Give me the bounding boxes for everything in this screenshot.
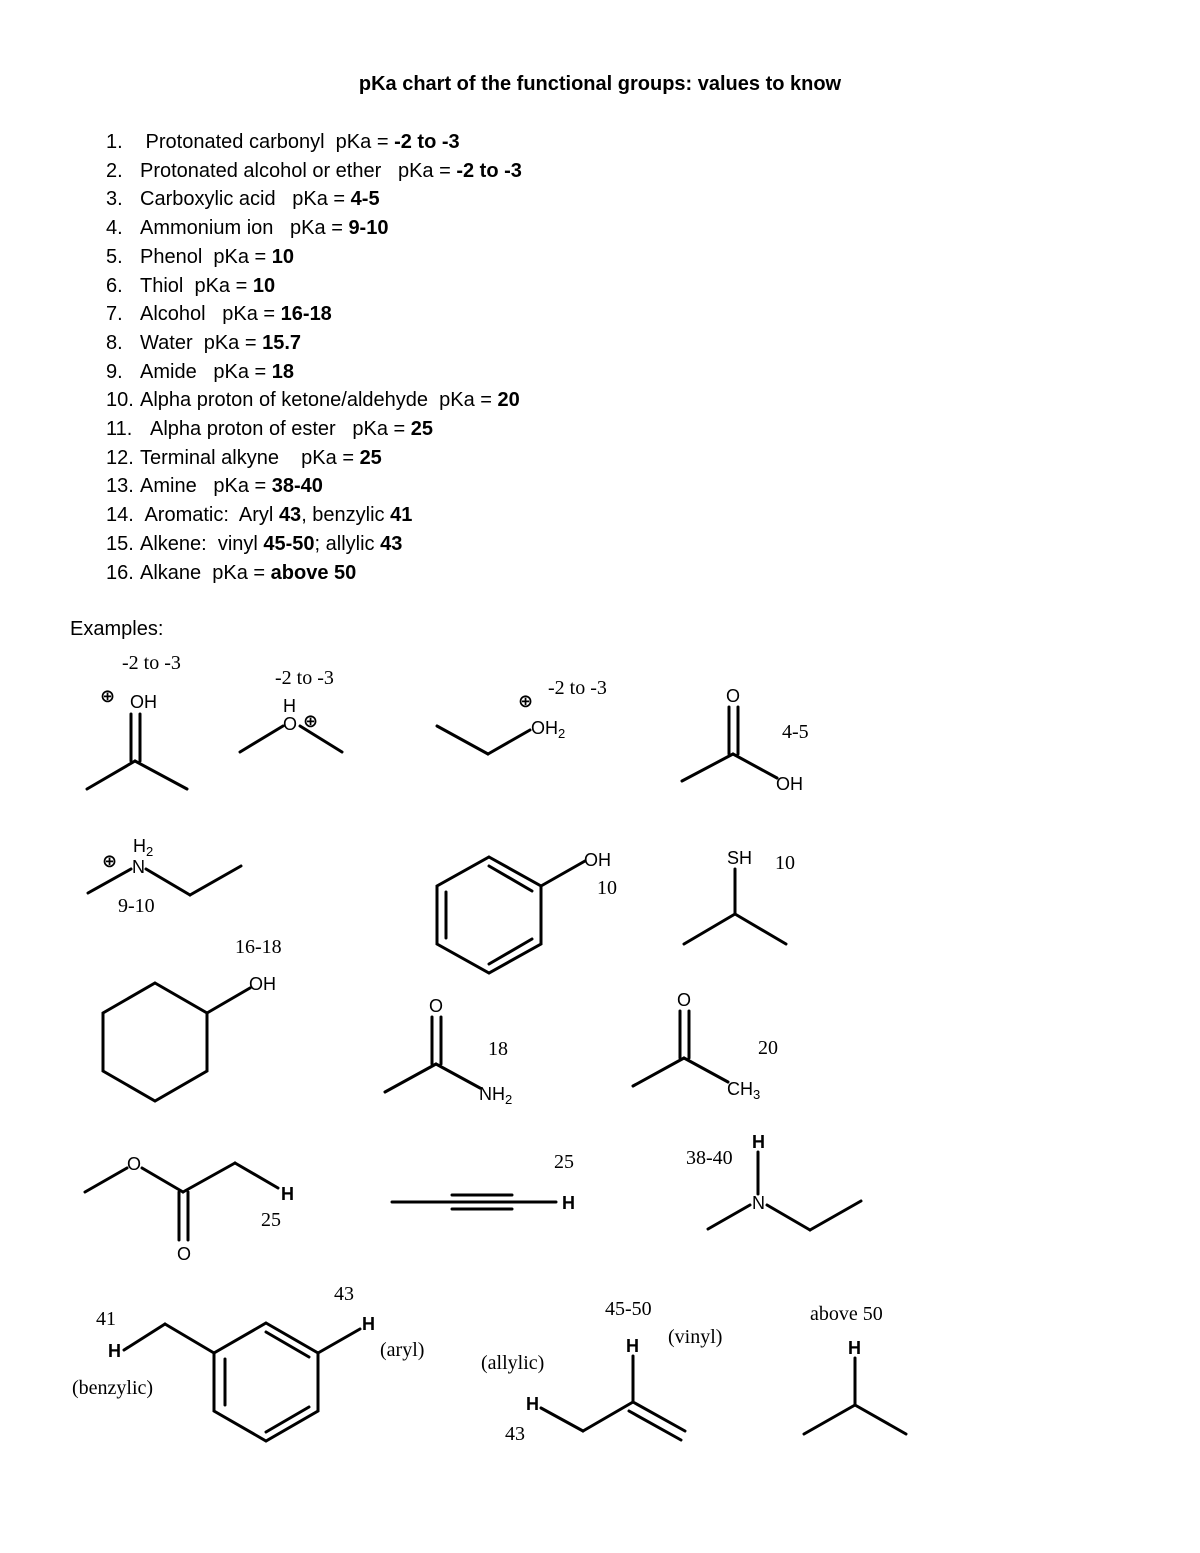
structure-toluene bbox=[72, 1283, 424, 1441]
pka-label: 25 bbox=[554, 1151, 574, 1173]
atom-label: O bbox=[429, 996, 444, 1016]
pka-label: 16-18 bbox=[235, 936, 282, 958]
list-item-value: 4-5 bbox=[350, 188, 380, 211]
list-item-text: Phenol pKa = bbox=[140, 245, 272, 268]
list-item-text: Carboxylic acid pKa = bbox=[140, 188, 351, 211]
list-item-number: 12. bbox=[106, 446, 134, 469]
list-item-value: 38-40 bbox=[271, 475, 323, 498]
list-item-number: 15. bbox=[106, 532, 134, 555]
structure-amine bbox=[686, 1132, 861, 1230]
structure-propane bbox=[804, 1303, 906, 1434]
atom-label: O bbox=[677, 990, 692, 1010]
pka-label: 38-40 bbox=[686, 1147, 733, 1169]
structure-alkyne bbox=[392, 1151, 575, 1213]
pka-label: 43 bbox=[505, 1423, 525, 1445]
structure-thiol bbox=[684, 848, 795, 944]
atom-label: $NH_2$ bbox=[479, 1084, 513, 1107]
atom-label: O bbox=[283, 714, 298, 734]
list-item-value: 16-18 bbox=[280, 303, 332, 326]
structure-protonated-ether bbox=[240, 667, 342, 752]
list-item-number: 10. bbox=[106, 389, 134, 412]
list-item-text: Thiol pKa = bbox=[140, 274, 253, 297]
list-item-text: Alkene: vinyl bbox=[140, 532, 264, 555]
pka-label: 25 bbox=[261, 1209, 281, 1231]
atom-label: SH bbox=[727, 848, 753, 868]
list-item-text: Alpha proton of ester pKa = bbox=[140, 418, 411, 440]
list-item-number: 2. bbox=[106, 159, 123, 182]
structure-alcohol bbox=[103, 936, 282, 1101]
tag-label: (aryl) bbox=[380, 1339, 425, 1361]
list-item-number: 11. bbox=[106, 418, 133, 440]
atom-label: OH bbox=[130, 692, 157, 712]
atom-label: H bbox=[626, 1336, 639, 1356]
list-item-text: , benzylic bbox=[301, 504, 391, 527]
list-item-text: Protonated alcohol or ether pKa = bbox=[140, 159, 457, 182]
structure-ketone bbox=[633, 990, 778, 1102]
list-item-value: 10 bbox=[252, 274, 276, 297]
pka-label: -2 to -3 bbox=[548, 677, 607, 699]
pka-label: 10 bbox=[775, 852, 795, 874]
positive-charge-icon: ⊕ bbox=[518, 691, 534, 712]
list-item-number: 1. bbox=[106, 131, 123, 153]
list-item-text: Alcohol pKa = bbox=[140, 303, 281, 326]
atom-label: O bbox=[127, 1154, 142, 1174]
atom-label: H bbox=[108, 1341, 121, 1361]
page-title: pKa chart of the functional groups: values to know bbox=[358, 73, 842, 95]
atom-label: H bbox=[526, 1394, 539, 1414]
list-item-number: 13. bbox=[106, 475, 134, 498]
list-item-number: 7. bbox=[106, 303, 123, 326]
list-item-value: 15.7 bbox=[262, 331, 302, 354]
list-item-text: Protonated carbonyl pKa = bbox=[140, 131, 395, 153]
positive-charge-icon: ⊕ bbox=[100, 686, 116, 707]
tag-label: (allylic) bbox=[481, 1352, 545, 1374]
list-item-value: -2 to -3 bbox=[456, 159, 522, 182]
pka-label: above 50 bbox=[810, 1303, 883, 1325]
structure-amide bbox=[385, 996, 512, 1107]
atom-label: N bbox=[752, 1193, 765, 1213]
pka-label: 43 bbox=[334, 1283, 354, 1305]
atom-label: H bbox=[562, 1193, 575, 1213]
examples-heading: Examples: bbox=[70, 618, 164, 640]
structure-protonated-carbonyl bbox=[87, 652, 187, 789]
list-item-number: 4. bbox=[106, 217, 123, 240]
list-item-text: Terminal alkyne pKa = bbox=[140, 446, 360, 469]
list-item-value: 10 bbox=[271, 245, 295, 268]
list-item-text: Alkane pKa = bbox=[140, 561, 271, 584]
structure-protonated-alcohol bbox=[437, 677, 607, 754]
structure-carboxylic-acid bbox=[682, 686, 809, 794]
pka-label: 4-5 bbox=[782, 721, 809, 743]
pka-label: -2 to -3 bbox=[275, 667, 334, 689]
list-item-value: 25 bbox=[359, 446, 382, 469]
list-item-value: 25 bbox=[410, 418, 433, 440]
positive-charge-icon: ⊕ bbox=[303, 711, 319, 732]
atom-label: O bbox=[177, 1244, 192, 1264]
pka-label: -2 to -3 bbox=[122, 652, 181, 674]
atom-label: $OH_2$ bbox=[531, 718, 566, 741]
tag-label: (vinyl) bbox=[668, 1326, 723, 1348]
structure-ammonium bbox=[88, 836, 241, 917]
pka-label: 41 bbox=[96, 1308, 116, 1330]
list-item-text: Amide pKa = bbox=[140, 360, 272, 383]
structure-ester bbox=[85, 1154, 294, 1264]
atom-label: OH bbox=[776, 774, 803, 794]
list-item-text: Alpha proton of ketone/aldehyde pKa = bbox=[140, 389, 498, 412]
list-item-text: Ammonium ion pKa = bbox=[140, 217, 349, 240]
atom-label: H bbox=[848, 1338, 861, 1358]
list-item-text: Amine pKa = bbox=[140, 475, 272, 498]
list-item-value: -2 to -3 bbox=[394, 131, 460, 153]
list-item-number: 8. bbox=[106, 331, 123, 354]
pka-label: 18 bbox=[488, 1038, 508, 1060]
structure-phenol bbox=[437, 850, 617, 973]
list-item-number: 5. bbox=[106, 245, 123, 268]
list-item-value: 41 bbox=[390, 504, 413, 527]
list-item-value: 9-10 bbox=[348, 217, 389, 240]
list-item-text: Water pKa = bbox=[140, 331, 263, 354]
list-item-value: 18 bbox=[271, 360, 294, 383]
list-item-text: Aromatic: Aryl bbox=[140, 504, 279, 527]
list-item-value: 43 bbox=[380, 532, 403, 555]
structure-propene bbox=[481, 1298, 722, 1445]
atom-label: H bbox=[283, 696, 296, 716]
atom-label: O bbox=[726, 686, 741, 706]
list-item-value: 20 bbox=[497, 389, 520, 412]
list-item-text: ; allylic bbox=[314, 532, 381, 555]
pka-label: 9-10 bbox=[118, 895, 155, 917]
atom-label: OH bbox=[249, 974, 276, 994]
list-item-value: 45-50 bbox=[263, 532, 315, 555]
atom-label: H bbox=[281, 1184, 294, 1204]
list-item-number: 16. bbox=[106, 561, 134, 584]
pka-label: 20 bbox=[758, 1037, 778, 1059]
pka-label: 45-50 bbox=[605, 1298, 652, 1320]
atom-label: N bbox=[132, 857, 145, 877]
atom-label: OH bbox=[584, 850, 611, 870]
atom-label: $CH_3$ bbox=[727, 1079, 761, 1102]
atom-label: H bbox=[752, 1132, 765, 1152]
pka-label: 10 bbox=[597, 877, 617, 899]
list-item-number: 3. bbox=[106, 188, 123, 211]
positive-charge-icon: ⊕ bbox=[102, 851, 118, 872]
list-item-number: 14. bbox=[106, 504, 134, 527]
atom-label: $H_2$ bbox=[133, 836, 154, 859]
tag-label: (benzylic) bbox=[72, 1377, 154, 1399]
list-item-value: 43 bbox=[278, 504, 302, 527]
list-item-number: 9. bbox=[106, 360, 123, 383]
list-item-number: 6. bbox=[106, 274, 123, 297]
atom-label: H bbox=[362, 1314, 375, 1334]
list-item-value: above 50 bbox=[270, 561, 357, 584]
